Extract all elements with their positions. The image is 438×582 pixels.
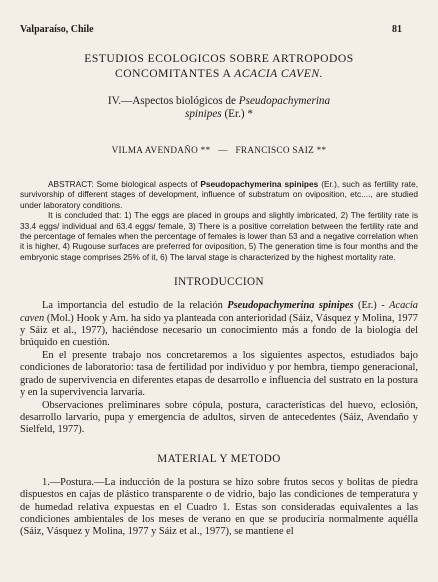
page-number: 81 <box>392 24 402 35</box>
intro-host: Acacia caven <box>20 300 418 324</box>
abstract <box>20 179 418 262</box>
article-title <box>20 51 418 81</box>
abstract-paragraph-1 <box>20 179 418 210</box>
intro-p1-post: (Mol.) Hook y Arn. ha sido ya planteada con anterioridad (Sáiz, Vásquez y Molina, 1977 y Sáiz et al., 1977), haciéndose necesario un conocimiento más a fondo de la biología del brúquido en cuestión. <box>20 312 418 349</box>
subtitle-species-genus: Pseudopachymerina <box>238 95 331 107</box>
intro-paragraph-2: En el presente trabajo nos concretaremos a los siguientes aspectos, estudiados bajo condiciones de laboratorio: tasa de fertilidad por individuo y por hembra, tiempo generacional, grado de supervivencia en diferentes etapas de desarrollo e influencia del sustrato en la postura y en la supervivencia larvaria. <box>20 349 418 399</box>
material-body <box>20 477 418 539</box>
title-line-1: ESTUDIOS ECOLOGICOS SOBRE ARTROPODOS <box>84 52 354 65</box>
title-line-2-text: CONCOMITANTES A <box>115 67 235 80</box>
abstract-paragraph-2: It is concluded that: 1) The eggs are placed in groups and slightly imbricated, 2) The fertility rate is 33.4 eggs/ individual and 63.4 eggs/ female, 3) There is a positive correlation between the fertility rate and the percentage of females when the percentage of females is lower than 53 and a negative correlation when it is higher, 4) Rugouse surfaces are preferred for oviposition, 5) The generation time is four months and the embryonic stage comprises 25% of it, 6) The larval stage is characterized by the highest mortality rate. <box>20 210 418 262</box>
author-line: VILMA AVENDAÑO ** — FRANCISCO SAIZ ** <box>111 145 327 155</box>
abstract-p1-post: (Er.), such as fertility rate, survivorship of different stages of development, influence of substratum on oviposition, etc...., are studied under laboratory conditions. <box>20 179 418 210</box>
title-line-2 <box>20 66 418 81</box>
subtitle-species-epithet: spinipes <box>184 108 222 120</box>
section-heading-introduccion: INTRODUCCION <box>174 276 264 289</box>
article-subtitle <box>20 95 418 121</box>
intro-p1-pre: La importancia del estudio de la relación <box>42 300 228 312</box>
introduccion-body <box>20 300 418 436</box>
intro-species: Pseudopachymerina spinipes <box>227 300 354 312</box>
header-place: Valparaíso, Chile <box>20 24 94 35</box>
abstract-p1-pre: ABSTRACT: Some biological aspects of <box>48 179 201 189</box>
intro-paragraph-1 <box>20 300 418 350</box>
title-species: ACACIA CAVEN. <box>234 67 323 80</box>
subtitle-post: (Er.) * <box>221 108 254 120</box>
intro-paragraph-3: Observaciones preliminares sobre cópula, postura, características del huevo, eclosión, desarrollo larvario, pupa y emergencia de adultos, sirven de antecedentes (Sáiz, Avendaño y Sielfeld, 1977). <box>20 399 418 436</box>
abstract-species: Pseudopachymerina spinipes <box>200 179 319 189</box>
section-heading-material: MATERIAL Y METODO <box>157 452 281 465</box>
intro-p1-mid: (Er.) - <box>353 300 390 312</box>
subtitle-pre: IV.—Aspectos biológicos de <box>107 95 239 107</box>
material-paragraph-1: 1.—Postura.—La inducción de la postura se hizo sobre frutos secos y bolitas de piedra dispuestos en cajas de plástico transparente o de vidrio, bajo las condiciones de temperatura y de humedad relativa expuestas en el Cuadro 1. Estas son consideradas equivalentes a las condiciones ambientales de los meses de verano en que se produciría normalmente aquélla (Sáiz, Vásquez y Molina, 1977 y Sáiz et al., 1977), se mantiene el <box>20 476 418 538</box>
page-header <box>20 24 418 35</box>
